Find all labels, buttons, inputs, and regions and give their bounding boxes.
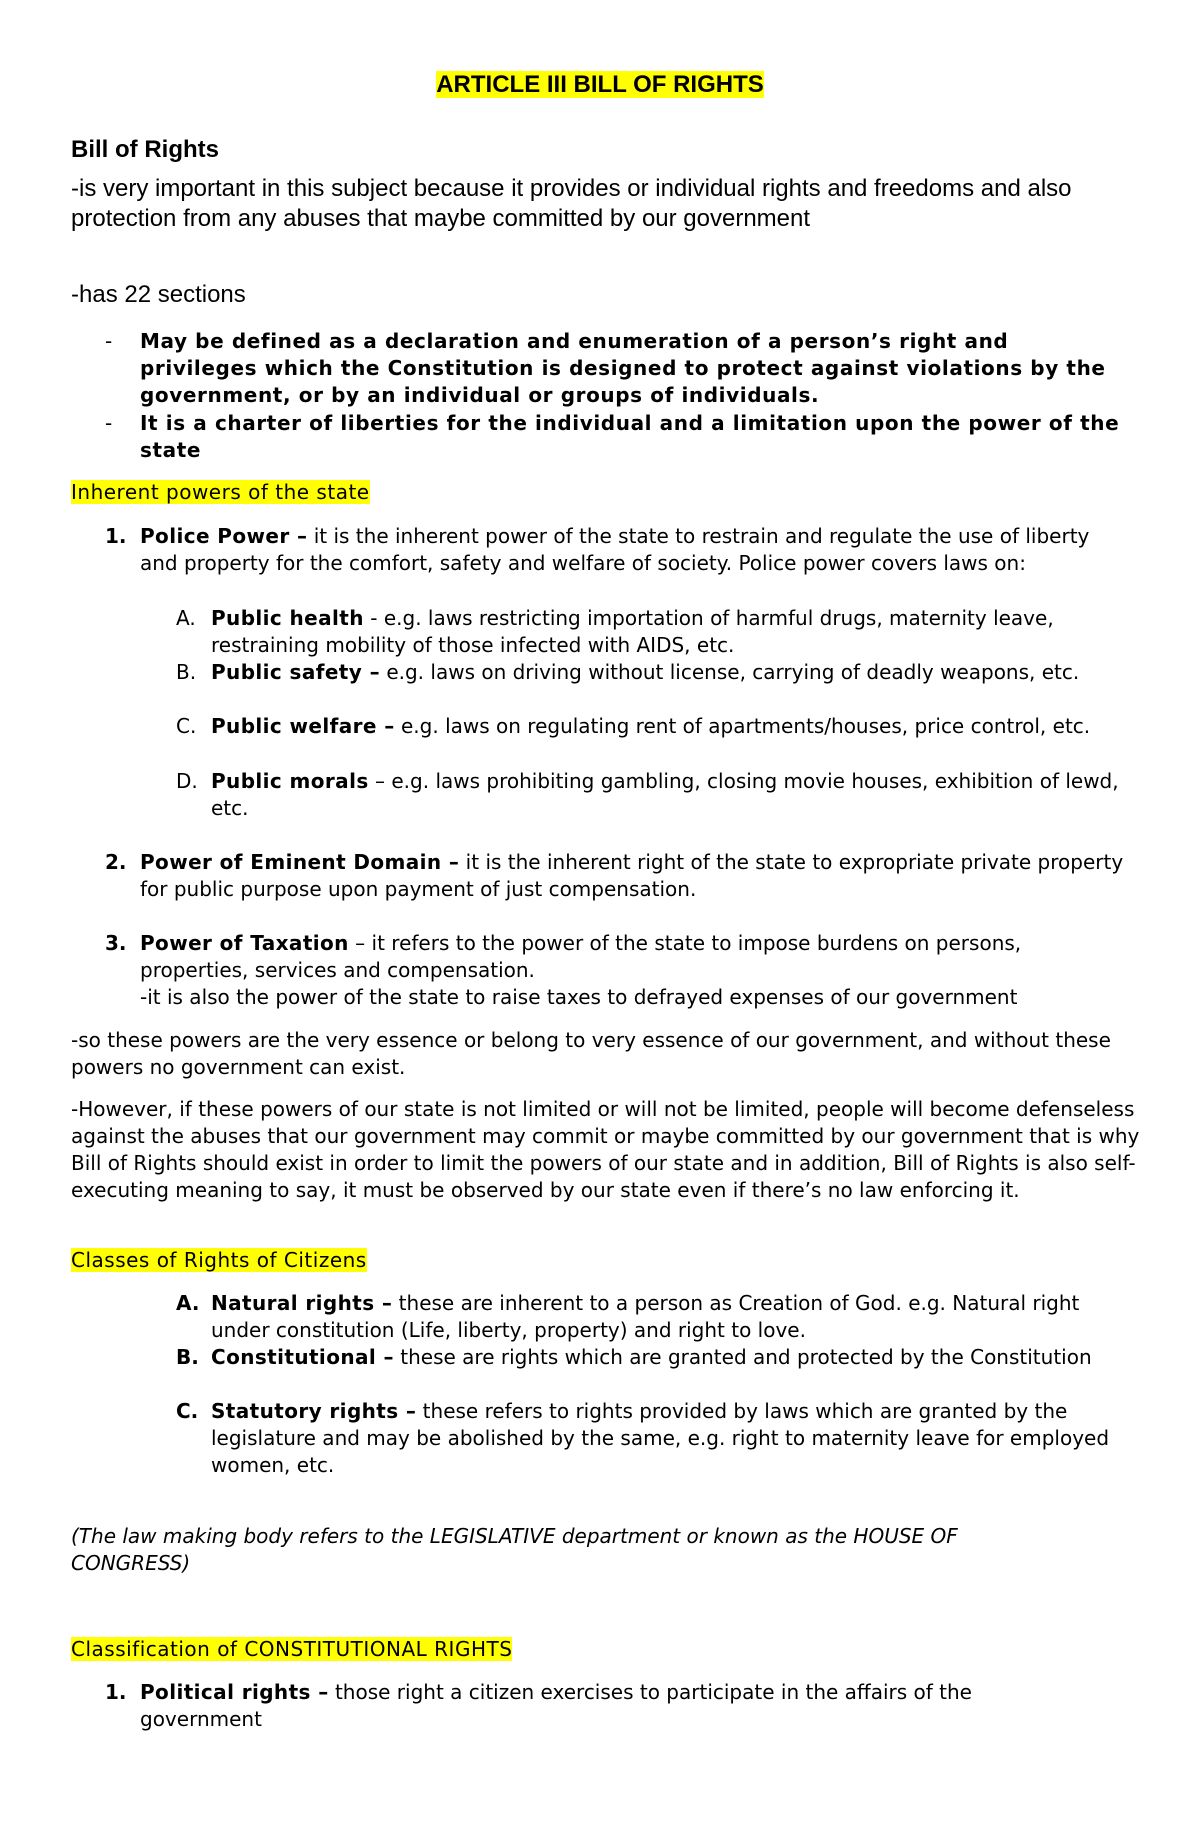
item-text: those right a citizen exercises to participate in the affairs of the government bbox=[140, 1680, 972, 1731]
bullet-marker: - bbox=[105, 329, 113, 353]
item-lead: Political rights – bbox=[140, 1680, 329, 1704]
item-lead: Statutory rights – bbox=[211, 1399, 417, 1423]
item-lead: Power of Taxation bbox=[140, 931, 349, 955]
bill-para-2: -has 22 sections bbox=[71, 281, 246, 308]
list-letter: A. bbox=[176, 1291, 200, 1315]
item-text: e.g. laws on driving without license, carrying of deadly weapons, etc. bbox=[379, 660, 1080, 684]
item-text: these refers to rights provided by laws which are granted by the legislature and may be abolished by the same, e.g. right to maternity leave for employed women, etc. bbox=[211, 1399, 1110, 1477]
bill-para-1: -is very important in this subject because it provides or individual rights and freedoms and also protection from any abuses that maybe committed by our government bbox=[71, 175, 1072, 232]
taxation-item bbox=[140, 930, 1130, 984]
item-lead: Constitutional – bbox=[211, 1345, 394, 1369]
essence-paragraph: -so these powers are the very essence or belong to very essence of our government, and without these powers no government can exist. bbox=[71, 1028, 1111, 1079]
political-rights-item bbox=[140, 1679, 1080, 1733]
item-lead: Police Power – bbox=[140, 524, 308, 548]
item-lead: Natural rights – bbox=[211, 1291, 393, 1315]
item-text: it is the inherent power of the state to restrain and regulate the use of liberty and property for the comfort, safety and welfare of society. Police power covers laws on: bbox=[140, 524, 1090, 575]
public-morals-item bbox=[211, 768, 1141, 822]
classification-heading bbox=[71, 1636, 512, 1663]
list-number: 3. bbox=[105, 931, 127, 955]
item-lead: Public safety – bbox=[211, 660, 380, 684]
list-letter: B. bbox=[176, 1345, 199, 1369]
list-letter: C. bbox=[176, 714, 197, 738]
list-number: 1. bbox=[105, 1680, 127, 1704]
list-number: 1. bbox=[105, 524, 127, 548]
taxation-extra: -it is also the power of the state to raise taxes to defrayed expenses of our government bbox=[140, 985, 1018, 1009]
however-paragraph: -However, if these powers of our state is not limited or will not be limited, people will become defenseless against the abuses that our government may commit or maybe committed by our government that is why Bill of Rights should exist in order to limit the powers of our state and in addition, Bill of Rights is also self-executing meaning to say, it must be observed by our state even if there’s no law enforcing it. bbox=[71, 1097, 1140, 1202]
item-text: – it refers to the power of the state to impose burdens on persons, properties, services and compensation. bbox=[140, 931, 1022, 982]
bullet-definition: May be defined as a declaration and enumeration of a person’s right and privileges which the Constitution is designed to protect against violations by the government, or by an individual or groups of individuals. bbox=[140, 329, 1106, 407]
list-letter: C. bbox=[176, 1399, 199, 1423]
item-lead: Public health bbox=[211, 606, 364, 630]
item-text: these are inherent to a person as Creation of God. e.g. Natural right under constitution (Life, liberty, property) and right to love. bbox=[211, 1291, 1080, 1342]
public-health-item bbox=[211, 605, 1141, 659]
page-title bbox=[0, 71, 1200, 99]
list-letter: D. bbox=[176, 769, 198, 793]
item-text: e.g. laws on regulating rent of apartments/houses, price control, etc. bbox=[394, 714, 1091, 738]
list-letter: B. bbox=[176, 660, 197, 684]
title-highlight: ARTICLE III BILL OF RIGHTS bbox=[436, 71, 764, 98]
bullet-marker: - bbox=[105, 411, 113, 435]
classes-heading bbox=[71, 1247, 367, 1274]
public-welfare-item bbox=[211, 713, 1141, 740]
list-number: 2. bbox=[105, 850, 127, 874]
item-lead: Public welfare – bbox=[211, 714, 395, 738]
statutory-rights-item bbox=[211, 1398, 1141, 1479]
legislative-note: (The law making body refers to the LEGISLATIVE department or known as the HOUSE OF CONGRESS) bbox=[71, 1524, 958, 1575]
item-lead: Power of Eminent Domain – bbox=[140, 850, 460, 874]
bullet-charter: It is a charter of liberties for the individual and a limitation upon the power of the state bbox=[140, 411, 1120, 462]
item-text: these are rights which are granted and protected by the Constitution bbox=[393, 1345, 1092, 1369]
classes-heading-highlight: Classes of Rights of Citizens bbox=[71, 1248, 367, 1272]
constitutional-rights-item bbox=[211, 1344, 1141, 1371]
item-lead: Public morals bbox=[211, 769, 369, 793]
police-power-item bbox=[140, 523, 1130, 577]
bill-heading: Bill of Rights bbox=[71, 136, 219, 163]
inherent-heading bbox=[71, 479, 370, 506]
list-letter: A. bbox=[176, 606, 196, 630]
item-text: it is the inherent right of the state to expropriate private property for public purpose upon payment of just compensation. bbox=[140, 850, 1124, 901]
item-text: - e.g. laws restricting importation of harmful drugs, maternity leave, restraining mobility of those infected with AIDS, etc. bbox=[211, 606, 1054, 657]
natural-rights-item bbox=[211, 1290, 1141, 1344]
eminent-domain-item bbox=[140, 849, 1130, 903]
item-text: – e.g. laws prohibiting gambling, closing movie houses, exhibition of lewd, etc. bbox=[211, 769, 1119, 820]
inherent-heading-highlight: Inherent powers of the state bbox=[71, 480, 370, 504]
classification-heading-highlight: Classification of CONSTITUTIONAL RIGHTS bbox=[71, 1637, 513, 1661]
public-safety-item bbox=[211, 659, 1141, 686]
